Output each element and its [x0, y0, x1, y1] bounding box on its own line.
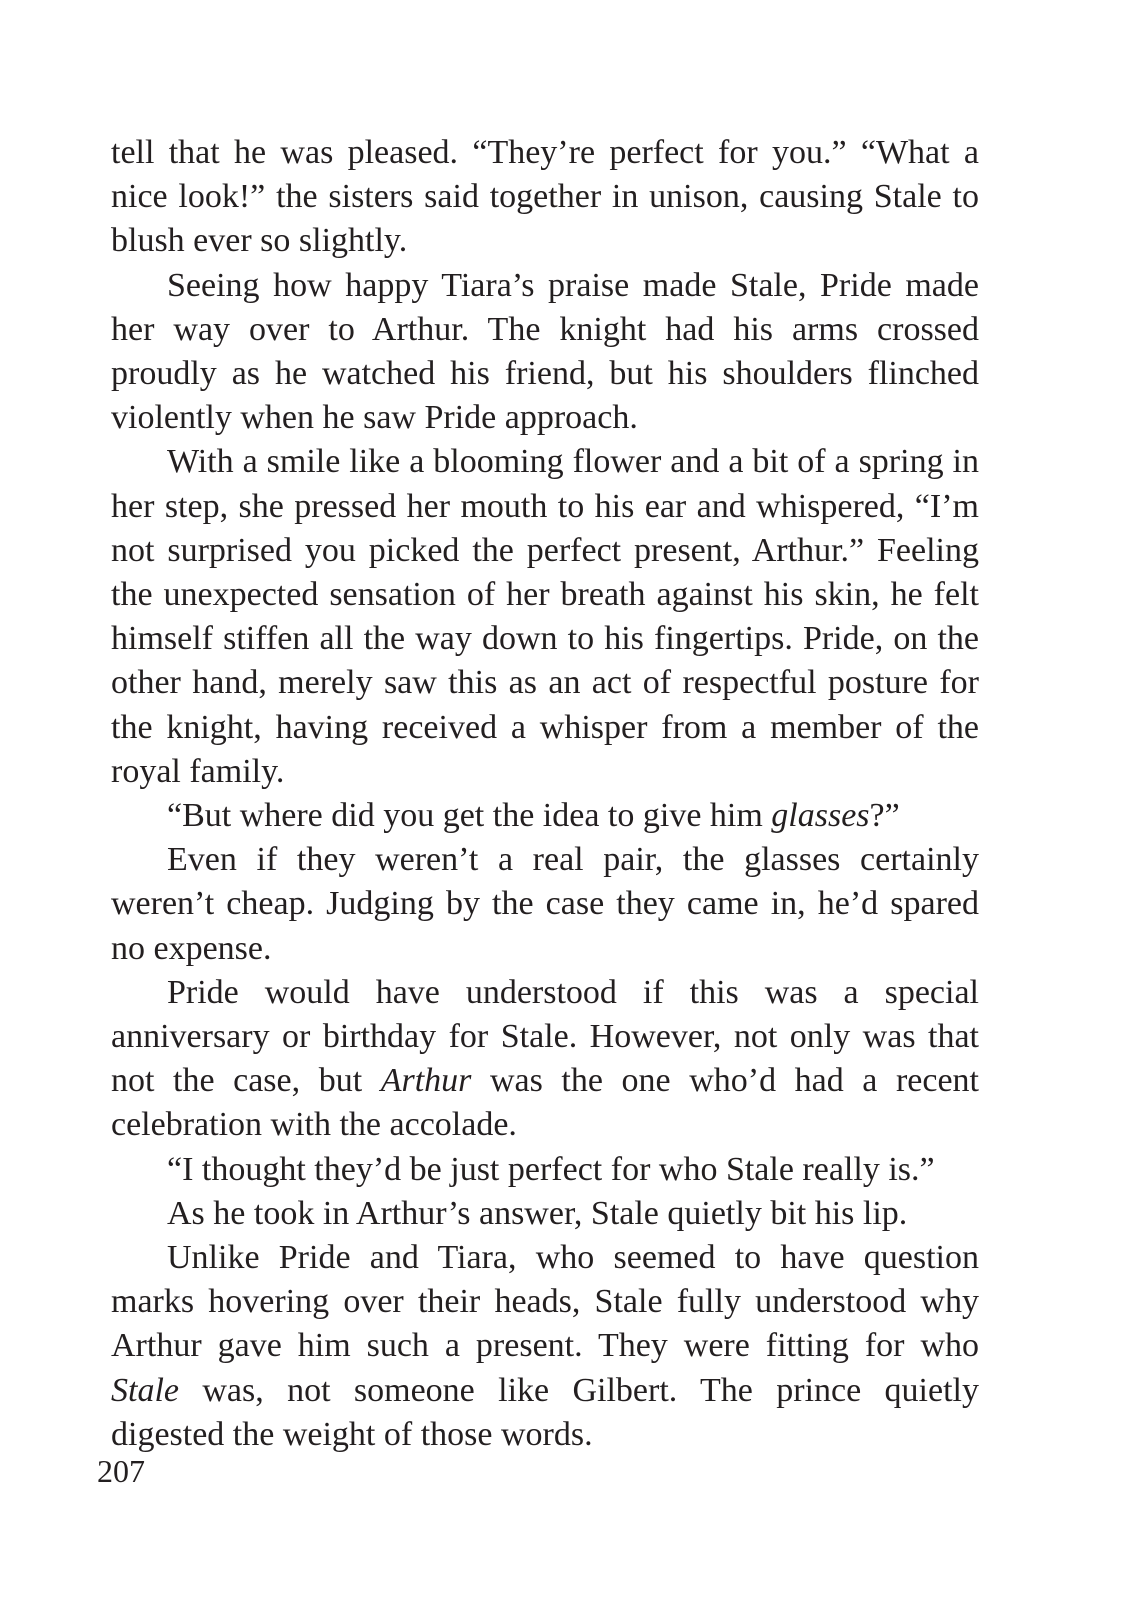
text-run: Seeing how happy Tiara’s praise made Stale, Pride made her way over to Arthur. The knight had his arms crossed proudly as he watched his friend, but his shoulders flinched violently when he saw Pride approach.	[111, 266, 979, 437]
text-run: was the one who’d had a recent celebration with the accolade.	[111, 1062, 979, 1144]
text-run: “But where did you get the idea to give him	[167, 797, 772, 835]
text-run: tell that he was pleased. “They’re perfect for you.” “What a nice look!” the sisters said together in unison, causing Stale to blush ever so slightly.	[111, 134, 979, 260]
text-run: was, not someone like Gilbert. The prince quietly digested the weight of those words.	[111, 1371, 979, 1453]
text-run: “I thought they’d be just perfect for who Stale really is.”	[167, 1150, 935, 1188]
paragraph	[111, 838, 979, 971]
emphasis-glasses: glasses	[771, 797, 870, 835]
paragraph	[111, 1148, 979, 1192]
paragraph	[111, 1236, 979, 1457]
text-run: As he took in Arthur’s answer, Stale quietly bit his lip.	[167, 1194, 908, 1232]
paragraph	[111, 1192, 979, 1236]
paragraph-continued	[111, 131, 979, 264]
paragraph	[111, 264, 979, 441]
page-number: 207	[97, 1453, 145, 1489]
body-text	[111, 131, 979, 1457]
text-run: ?”	[869, 797, 900, 835]
text-run: Unlike Pride and Tiara, who seemed to have question marks hovering over their heads, Stale fully understood why Arthur gave him such a present. They were fitting for who	[111, 1239, 979, 1365]
emphasis-arthur: Arthur	[380, 1062, 472, 1100]
text-run: With a smile like a blooming flower and a bit of a spring in her step, she pressed her mouth to his ear and whispered, “I’m not surprised you picked the perfect present, Arthur.” Feeling the unexpected sensation of her breath against his skin, he felt himself stiffen all the way down to his fingertips. Pride, on the other hand, merely saw this as an act of respectful posture for the knight, having received a whisper from a member of the royal family.	[111, 443, 979, 790]
text-run: Pride would have understood if this was a special anniversary or birthday for Stale. However, not only was that not the case, but	[111, 973, 979, 1100]
text-run: Even if they weren’t a real pair, the glasses certainly weren’t cheap. Judging by the case they came in, he’d spared no expense.	[111, 841, 979, 967]
paragraph	[111, 794, 979, 838]
emphasis-stale: Stale	[111, 1371, 179, 1409]
paragraph	[111, 971, 979, 1148]
paragraph	[111, 440, 979, 794]
